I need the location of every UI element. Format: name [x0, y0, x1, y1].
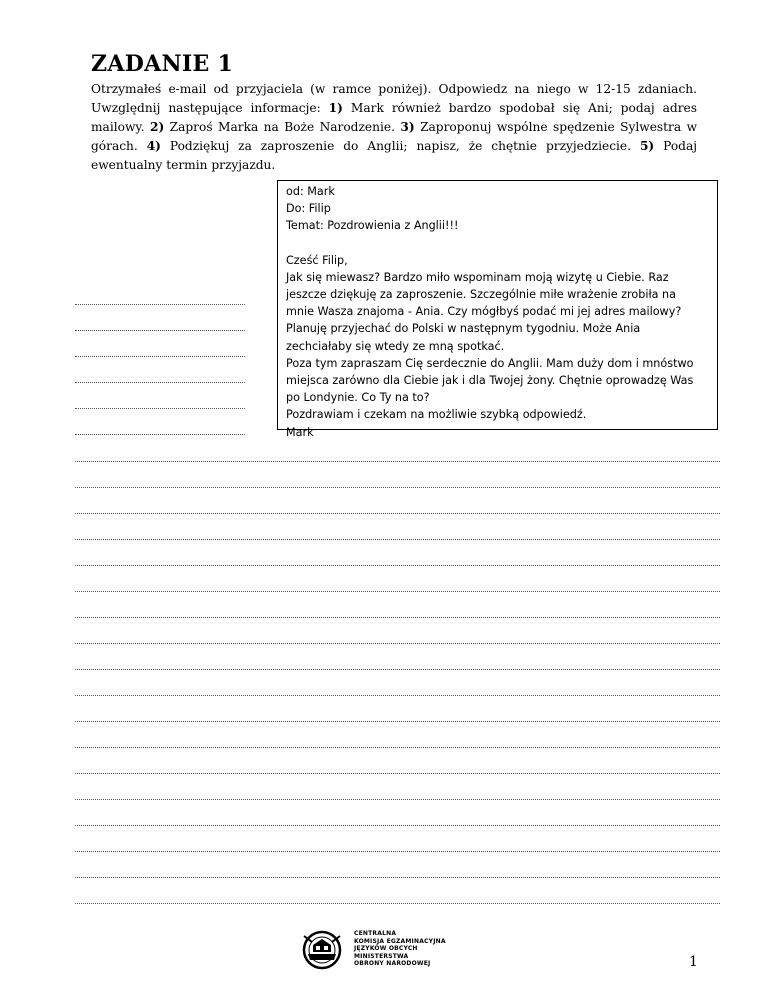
answer-line[interactable] [75, 539, 720, 540]
email-from: od: Mark [286, 185, 335, 198]
instr-text-5: Podziękuj za zaproszenie do Anglii; napisz, że chętnie przyjedziecie. [160, 139, 640, 153]
point-5-number: 5) [639, 139, 655, 153]
email-body-line: Cześć Filip, [286, 253, 348, 267]
point-2-number: 2) [149, 120, 165, 134]
answer-line[interactable] [75, 565, 720, 566]
email-body-line: po Londynie. Co Ty na to? [286, 391, 430, 405]
instr-text-3: Zaproś Marka na Boże Narodzenie. [164, 120, 401, 134]
task-instructions [91, 80, 697, 175]
email-spacer [286, 235, 711, 252]
answer-line[interactable] [75, 877, 720, 878]
answer-line[interactable] [75, 695, 720, 696]
point-4-number: 4) [146, 139, 161, 153]
email-to: Do: Filip [286, 202, 331, 216]
email-body-line: Poza tym zapraszam Cię serdecznie do Anglii. Mam duży dom i mnóstwo [286, 356, 694, 370]
instr-text-6: Podaj ewentualny termin przyjazdu. [91, 139, 697, 172]
email-body-line: Pozdrawiam i czekam na możliwie szybką odpowiedź. [286, 408, 587, 422]
logo-line: MINISTERSTWA [354, 952, 409, 960]
page-title: ZADANIE 1 [91, 51, 234, 77]
answer-line[interactable] [75, 461, 720, 462]
answer-line[interactable] [75, 304, 245, 305]
email-body-line: jeszcze dziękuję za zaproszenie. Szczególnie miłe wrażenie zrobiła na [286, 288, 676, 302]
answer-line[interactable] [75, 773, 720, 774]
email-body-line: Mark [286, 425, 314, 439]
page-number: 1 [689, 954, 698, 970]
point-1-number: 1) [328, 101, 343, 115]
answer-line[interactable] [75, 617, 720, 618]
instr-text-4: Zaproponuj wspólne spędzenie Sylwestra w górach. [91, 120, 698, 153]
logo-line: CENTRALNA [354, 930, 397, 937]
answer-line[interactable] [75, 356, 245, 357]
answer-line[interactable] [75, 799, 720, 800]
logo-line: OBRONY NARODOWEJ [354, 960, 431, 968]
answer-line[interactable] [75, 851, 720, 852]
email-subject: Temat: Pozdrowienia z Anglii!!! [286, 219, 459, 233]
answer-line[interactable] [75, 721, 720, 722]
answer-line[interactable] [75, 487, 720, 488]
email-body-line: miejsca zarówno dla Ciebie jak i dla Twojej żony. Chętnie oprowadzę Was [286, 374, 694, 388]
answer-line[interactable] [75, 747, 720, 748]
answer-line[interactable] [75, 434, 245, 435]
answer-line[interactable] [75, 903, 720, 904]
answer-line[interactable] [75, 382, 245, 383]
point-3-number: 3) [400, 120, 415, 134]
answer-line[interactable] [75, 669, 720, 670]
instr-text-2: Mark również bardzo spodobał się Ani; podaj adres mailowy. [91, 101, 698, 134]
answer-line[interactable] [75, 643, 720, 644]
email-body-line: mnie Wasza znajoma - Ania. Czy mógłbyś podać mi jej adres mailowy? [286, 305, 682, 319]
answer-line[interactable] [75, 513, 720, 514]
email-box [277, 180, 718, 439]
answer-line[interactable] [75, 591, 720, 592]
answer-line[interactable] [75, 825, 720, 826]
instr-text-1: Otrzymałeś e-mail od przyjaciela (w ramce poniżej). Odpowiedz na niego w 12-15 zdaniach. Uwzględnij następujące informacje: [91, 82, 697, 115]
answer-line[interactable] [75, 408, 245, 409]
email-body-line: zechciałaby się wtedy ze mną spotkać. [286, 339, 505, 353]
logo-line: JĘZYKÓW OBCYCH [354, 945, 418, 953]
email-body-line: Jak się miewasz? Bardzo miło wspominam moją wizytę u Ciebie. Raz [286, 270, 669, 284]
institution-name [354, 930, 446, 968]
answer-line[interactable] [75, 330, 245, 331]
email-body-line: Planuję przyjechać do Polski w następnym tygodniu. Może Ania [286, 322, 641, 336]
logo-line: KOMISJA EGZAMINACYJNA [354, 937, 446, 945]
